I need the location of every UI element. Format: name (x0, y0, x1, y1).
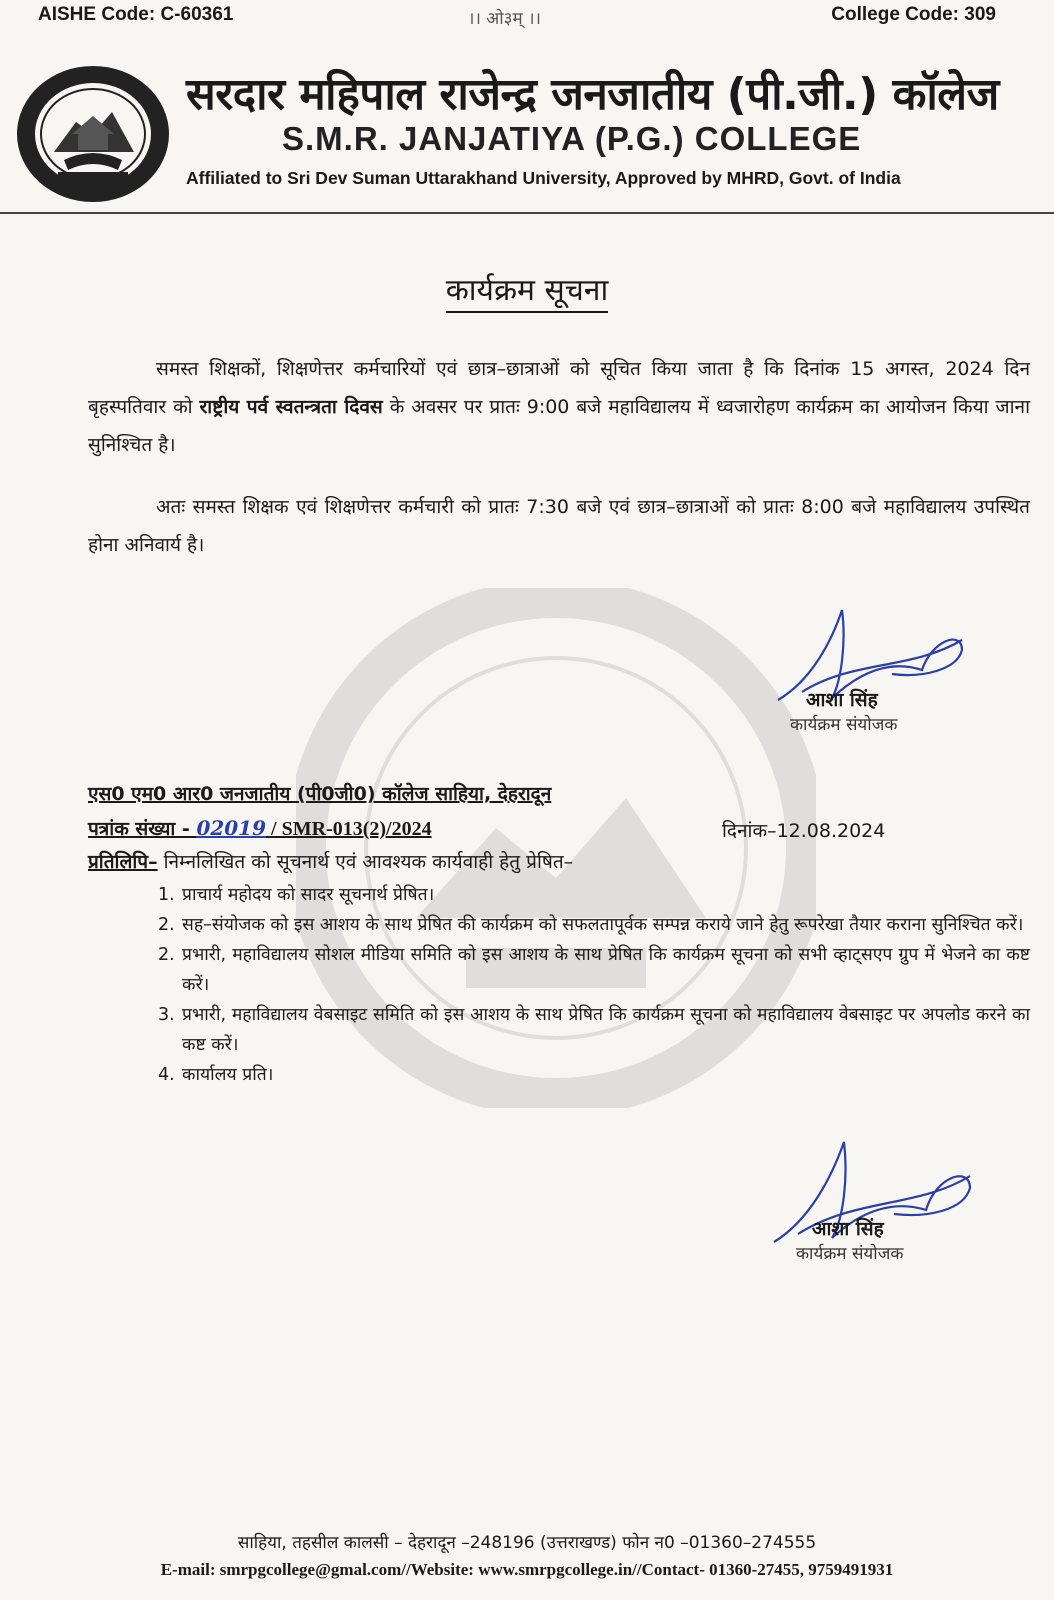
college-title-hindi: सरदार महिपाल राजेन्द्र जनजातीय (पी.जी.) कॉलेज (186, 69, 999, 120)
handwritten-letter-number: 02019 (196, 816, 267, 840)
notice-paragraph-1 (88, 350, 1030, 464)
list-item: 1. प्राचार्य महोदय को सादर सूचनार्थ प्रेषित। (158, 885, 435, 905)
college-reference-line: एस0 एम0 आर0 जनजातीय (पी0जी0) कॉलेज साहिया, देहरादून (88, 783, 552, 805)
para1-bold-text: राष्ट्रीय पर्व स्वतन्त्रता दिवस (199, 396, 383, 418)
signature-1 (790, 686, 1026, 735)
list-item: 2. प्रभारी, महाविद्यालय सोशल मीडिया समिति को इस आशय के साथ प्रेषित कि कार्यक्रम सूचना को सभी व्हाट्सएप ग्रुप में भेजने का कष्ट करें। (158, 945, 1030, 995)
notice-paragraph-2: अतः समस्त शिक्षक एवं शिक्षणेत्तर कर्मचारी को प्रातः 7:30 बजे एवं छात्र–छात्राओं को प्रातः 8:00 बजे महाविद्यालय उपस्थित होना अनिवार्य है। (88, 496, 1030, 556)
college-logo (14, 64, 172, 204)
affiliation-line: Affiliated to Sri Dev Suman Uttarakhand University, Approved by MHRD, Govt. of India (186, 168, 901, 188)
para1-text-a: समस्त शिक्षकों, शिक्षणेत्तर कर्मचारियों एवं छात्र–छात्राओं को सूचित किया जाता है कि दिनांक 15 अगस्त, 2024 दिन बृहस्पतिवार को (88, 358, 1030, 418)
copy-to-text: निम्नलिखित को सूचनार्थ एवं आवश्यक कार्यवाही हेतु प्रेषित– (157, 851, 574, 873)
signature-2 (796, 1215, 1032, 1264)
copy-to-line (88, 848, 573, 874)
signature-1-name: आशा सिंह (806, 689, 878, 711)
college-code: College Code: 309 (831, 4, 996, 25)
list-item: 4. कार्यालय प्रति। (158, 1065, 274, 1085)
letter-number-label: पत्रांक संख्या - (88, 818, 197, 840)
header-divider (0, 212, 1054, 214)
letter-date: दिनांक–12.08.2024 (722, 820, 886, 842)
distribution-list (158, 880, 1030, 1090)
signature-2-name: आशा सिंह (812, 1218, 884, 1240)
signature-2-role: कार्यक्रम संयोजक (796, 1244, 904, 1264)
signature-1-role: कार्यक्रम संयोजक (790, 715, 898, 735)
aishe-code: AISHE Code: C-60361 (38, 4, 234, 25)
invocation-text: ।। ओ३म् ।। (468, 9, 541, 29)
para1-text-b: के अवसर पर प्रातः 9:00 बजे महाविद्यालय में ध्वजारोहण कार्यक्रम का आयोजन किया जाना सुनिश्चित है। (88, 396, 1030, 456)
footer-address: साहिया, तहसील कालसी – देहरादून –248196 (उत्तराखण्ड) फोन न0 –01360–274555 (237, 1533, 817, 1553)
letter-reference-code: / SMR-013(2)/2024 (266, 818, 432, 840)
copy-to-label: प्रतिलिपि– (88, 851, 158, 873)
list-item: 3. प्रभारी, महाविद्यालय वेबसाइट समिति को इस आशय के साथ प्रेषित कि कार्यक्रम सूचना को महाविद्यालय वेबसाइट पर अपलोड करने का कष्ट करें। (158, 1005, 1030, 1055)
letter-number-line (88, 815, 432, 841)
footer-contact: E-mail: smrpgcollege@gmal.com//Website: www.smrpgcollege.in//Contact- 01360-27455, 9759491931 (160, 1560, 894, 1579)
list-item: 2. सह–संयोजक को इस आशय के साथ प्रेषित की कार्यक्रम को सफलतापूर्वक सम्पन्न कराये जाने हेतु रूपरेखा तैयार कराना सुनिश्चित करें। (158, 915, 1024, 935)
notice-heading (0, 268, 1054, 309)
notice-heading-text: कार्यक्रम सूचना (446, 273, 608, 313)
college-title-english: S.M.R. JANJATIYA (P.G.) COLLEGE (282, 120, 862, 157)
